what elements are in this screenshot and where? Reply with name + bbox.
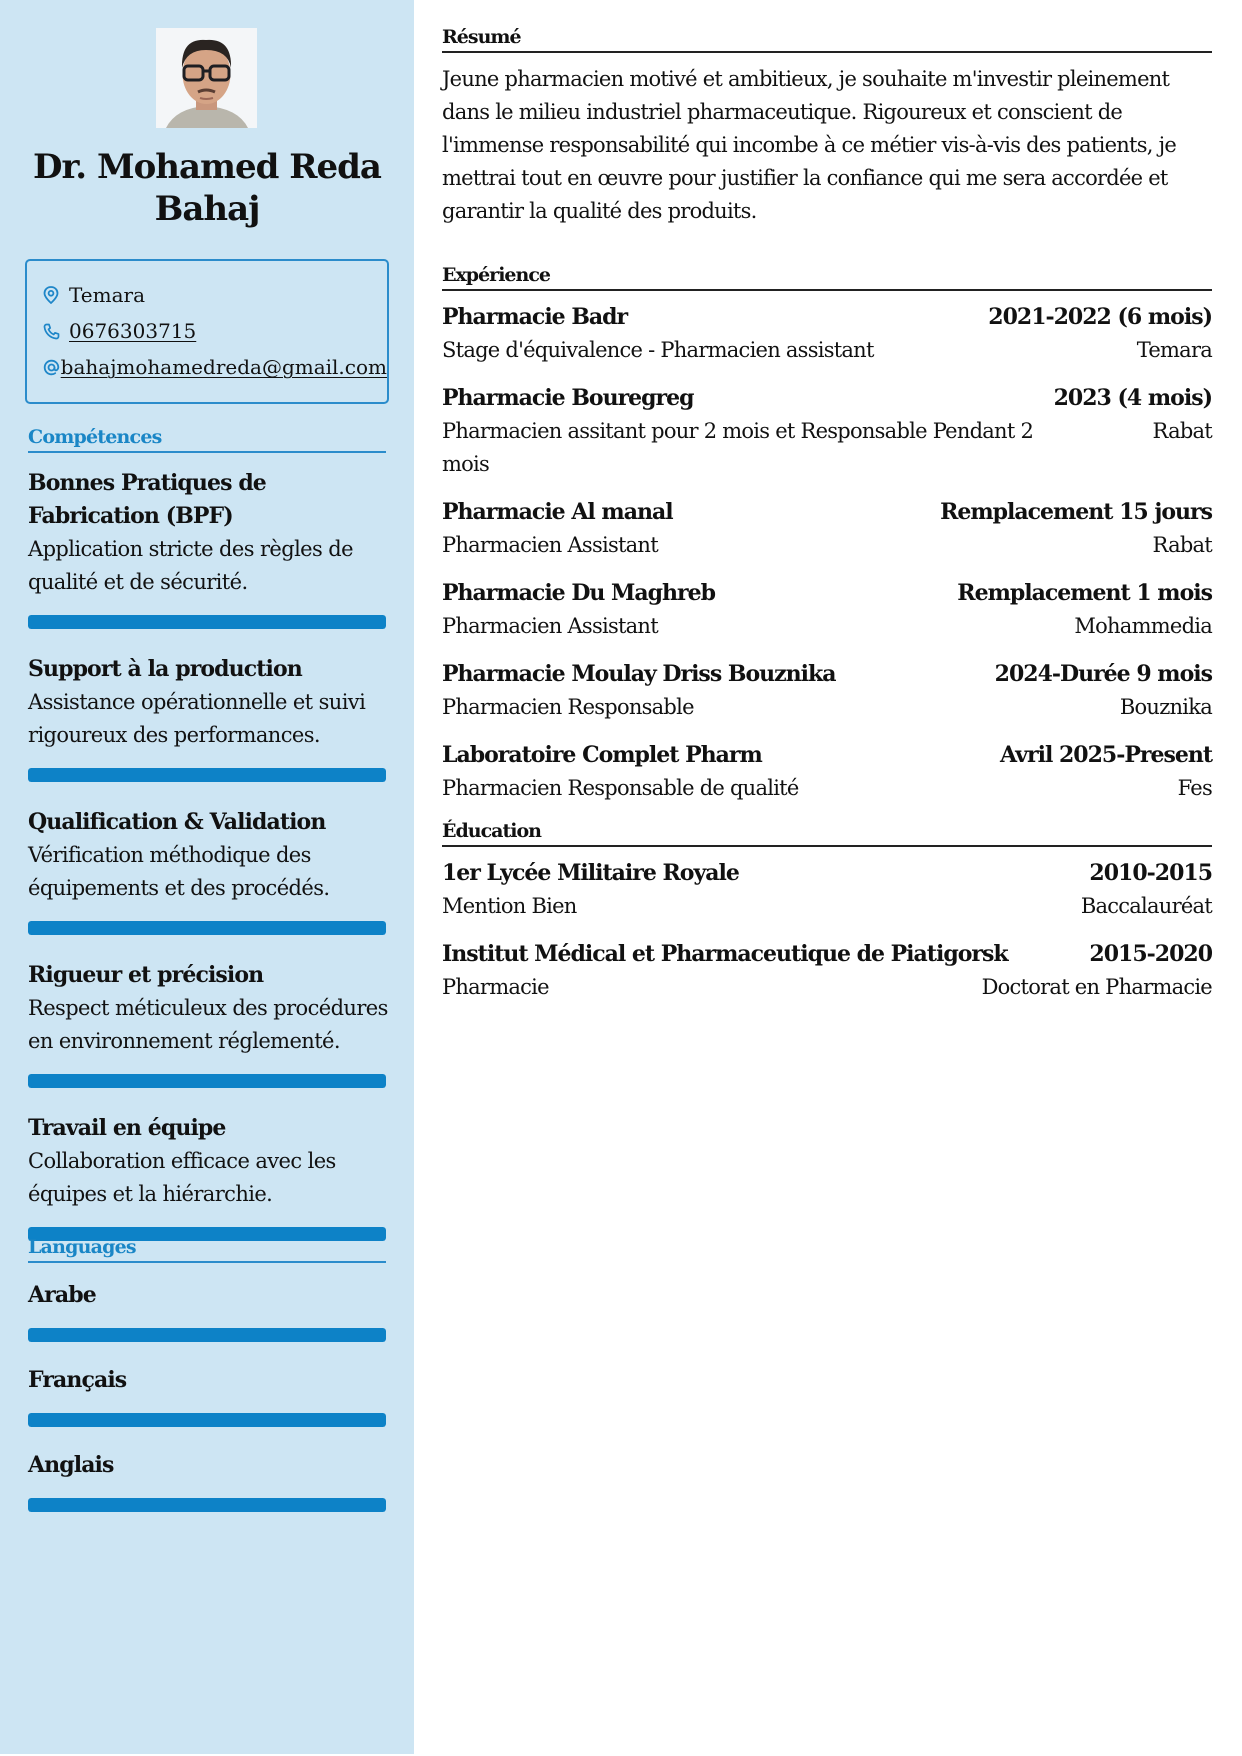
summary-text: Jeune pharmacien motivé et ambitieux, je souhaite m'investir pleinement dans le milieu industriel pharmaceutique. Rigoureux et conscient de l'immense responsabilité qui incombe à ce métier vis-à-vis des patients, je mettrai tout en œuvre pour justifier la confiance qui me sera accordée et garantir la qualité des produits. bbox=[442, 67, 1177, 223]
skill-level-fill bbox=[28, 1074, 386, 1088]
language-name: Français bbox=[28, 1367, 127, 1393]
language-item bbox=[28, 1279, 388, 1342]
skill-item bbox=[28, 467, 388, 629]
experience-company: Pharmacie Bouregreg bbox=[442, 385, 694, 411]
main-content bbox=[442, 26, 1212, 1019]
language-level-bar bbox=[28, 1413, 386, 1427]
experience-entry bbox=[442, 382, 1212, 481]
skill-description: Collaboration efficace avec les équipes et la hiérarchie. bbox=[28, 1149, 336, 1206]
location-text: Temara bbox=[69, 283, 145, 307]
experience-location: Mohammedia bbox=[1074, 614, 1212, 638]
experience-date: 2024-Durée 9 mois bbox=[994, 661, 1212, 687]
skill-name: Travail en équipe bbox=[28, 1115, 226, 1141]
phone-icon bbox=[43, 323, 69, 340]
experience-role: Pharmacien Assistant bbox=[442, 614, 658, 638]
contact-phone[interactable] bbox=[43, 313, 387, 349]
experience-date: 2023 (4 mois) bbox=[1053, 385, 1212, 411]
skill-description: Vérification méthodique des équipements et des procédés. bbox=[28, 843, 330, 900]
experience-title: Expérience bbox=[442, 264, 1212, 291]
experience-role: Pharmacien Responsable bbox=[442, 695, 694, 719]
skill-item bbox=[28, 653, 388, 782]
experience-role: Pharmacien Responsable de qualité bbox=[442, 776, 799, 800]
experience-entry bbox=[442, 658, 1212, 724]
skill-name: Support à la production bbox=[28, 656, 302, 682]
experience-entry bbox=[442, 496, 1212, 562]
education-list bbox=[442, 857, 1212, 1004]
language-item bbox=[28, 1364, 388, 1427]
education-institution: 1er Lycée Militaire Royale bbox=[442, 860, 739, 886]
language-item bbox=[28, 1449, 388, 1512]
experience-company: Pharmacie Moulay Driss Bouznika bbox=[442, 661, 836, 687]
profile-photo bbox=[156, 28, 257, 128]
experience-location: Rabat bbox=[1152, 533, 1212, 557]
experience-entry bbox=[442, 739, 1212, 805]
education-detail: Mention Bien bbox=[442, 894, 577, 918]
skill-level-fill bbox=[28, 768, 386, 782]
education-title: Éducation bbox=[442, 820, 1212, 847]
skill-level-bar bbox=[28, 768, 386, 782]
skill-item bbox=[28, 959, 388, 1088]
skill-description: Respect méticuleux des procédures en environnement réglementé. bbox=[28, 996, 388, 1053]
education-institution: Institut Médical et Pharmaceutique de Piatigorsk bbox=[442, 941, 1008, 967]
experience-company: Pharmacie Al manal bbox=[442, 499, 673, 525]
skill-item bbox=[28, 1112, 388, 1241]
education-date: 2010-2015 bbox=[1089, 860, 1212, 886]
experience-date: Remplacement 1 mois bbox=[957, 580, 1212, 606]
experience-company: Laboratoire Complet Pharm bbox=[442, 742, 762, 768]
experience-date: Remplacement 15 jours bbox=[940, 499, 1212, 525]
skill-level-bar bbox=[28, 921, 386, 935]
skill-description: Application stricte des règles de qualité et de sécurité. bbox=[28, 537, 353, 594]
phone-link[interactable]: 0676303715 bbox=[69, 319, 197, 343]
experience-date: Avril 2025-Present bbox=[1000, 742, 1212, 768]
experience-location: Rabat bbox=[1152, 419, 1212, 443]
candidate-name: Dr. Mohamed Reda Bahaj bbox=[33, 147, 381, 229]
map-pin-icon bbox=[43, 286, 69, 304]
email-link[interactable]: bahajmohamedreda@gmail.com bbox=[60, 355, 387, 379]
summary-title: Résumé bbox=[442, 26, 1212, 53]
education-degree: Baccalauréat bbox=[1080, 894, 1212, 918]
language-level-fill bbox=[28, 1498, 386, 1512]
contact-box bbox=[25, 259, 389, 404]
experience-list bbox=[442, 301, 1212, 805]
experience-location: Bouznika bbox=[1119, 695, 1212, 719]
experience-entry bbox=[442, 301, 1212, 367]
languages-title: Languages bbox=[28, 1236, 386, 1263]
experience-location: Temara bbox=[1136, 338, 1212, 362]
experience-date: 2021-2022 (6 mois) bbox=[988, 304, 1212, 330]
at-icon bbox=[43, 359, 61, 376]
skill-name: Qualification & Validation bbox=[28, 809, 326, 835]
experience-role: Pharmacien assitant pour 2 mois et Responsable Pendant 2 mois bbox=[442, 419, 1034, 476]
experience-role: Pharmacien Assistant bbox=[442, 533, 658, 557]
skills-title: Compétences bbox=[28, 426, 386, 453]
education-entry bbox=[442, 938, 1212, 1004]
language-level-fill bbox=[28, 1413, 386, 1427]
avatar-image bbox=[156, 28, 257, 128]
skill-level-fill bbox=[28, 615, 386, 629]
contact-email[interactable] bbox=[43, 349, 387, 385]
experience-role: Stage d'équivalence - Pharmacien assistant bbox=[442, 338, 874, 362]
education-detail: Pharmacie bbox=[442, 975, 549, 999]
language-name: Arabe bbox=[28, 1282, 96, 1308]
skill-level-fill bbox=[28, 921, 386, 935]
language-level-fill bbox=[28, 1328, 386, 1342]
skill-name: Rigueur et précision bbox=[28, 962, 264, 988]
experience-company: Pharmacie Badr bbox=[442, 304, 628, 330]
education-entry bbox=[442, 857, 1212, 923]
skill-level-bar bbox=[28, 615, 386, 629]
education-degree: Doctorat en Pharmacie bbox=[981, 975, 1212, 999]
language-level-bar bbox=[28, 1328, 386, 1342]
language-level-bar bbox=[28, 1498, 386, 1512]
sidebar bbox=[0, 0, 414, 1754]
skill-item bbox=[28, 806, 388, 935]
skill-level-bar bbox=[28, 1074, 386, 1088]
experience-entry bbox=[442, 577, 1212, 643]
skill-name: Bonnes Pratiques de Fabrication (BPF) bbox=[28, 470, 266, 529]
education-date: 2015-2020 bbox=[1089, 941, 1212, 967]
skills-list bbox=[28, 467, 388, 1265]
contact-location bbox=[43, 277, 387, 313]
languages-list bbox=[28, 1279, 388, 1534]
experience-location: Fes bbox=[1177, 776, 1212, 800]
experience-company: Pharmacie Du Maghreb bbox=[442, 580, 716, 606]
skill-description: Assistance opérationnelle et suivi rigoureux des performances. bbox=[28, 690, 366, 747]
language-name: Anglais bbox=[28, 1452, 114, 1478]
